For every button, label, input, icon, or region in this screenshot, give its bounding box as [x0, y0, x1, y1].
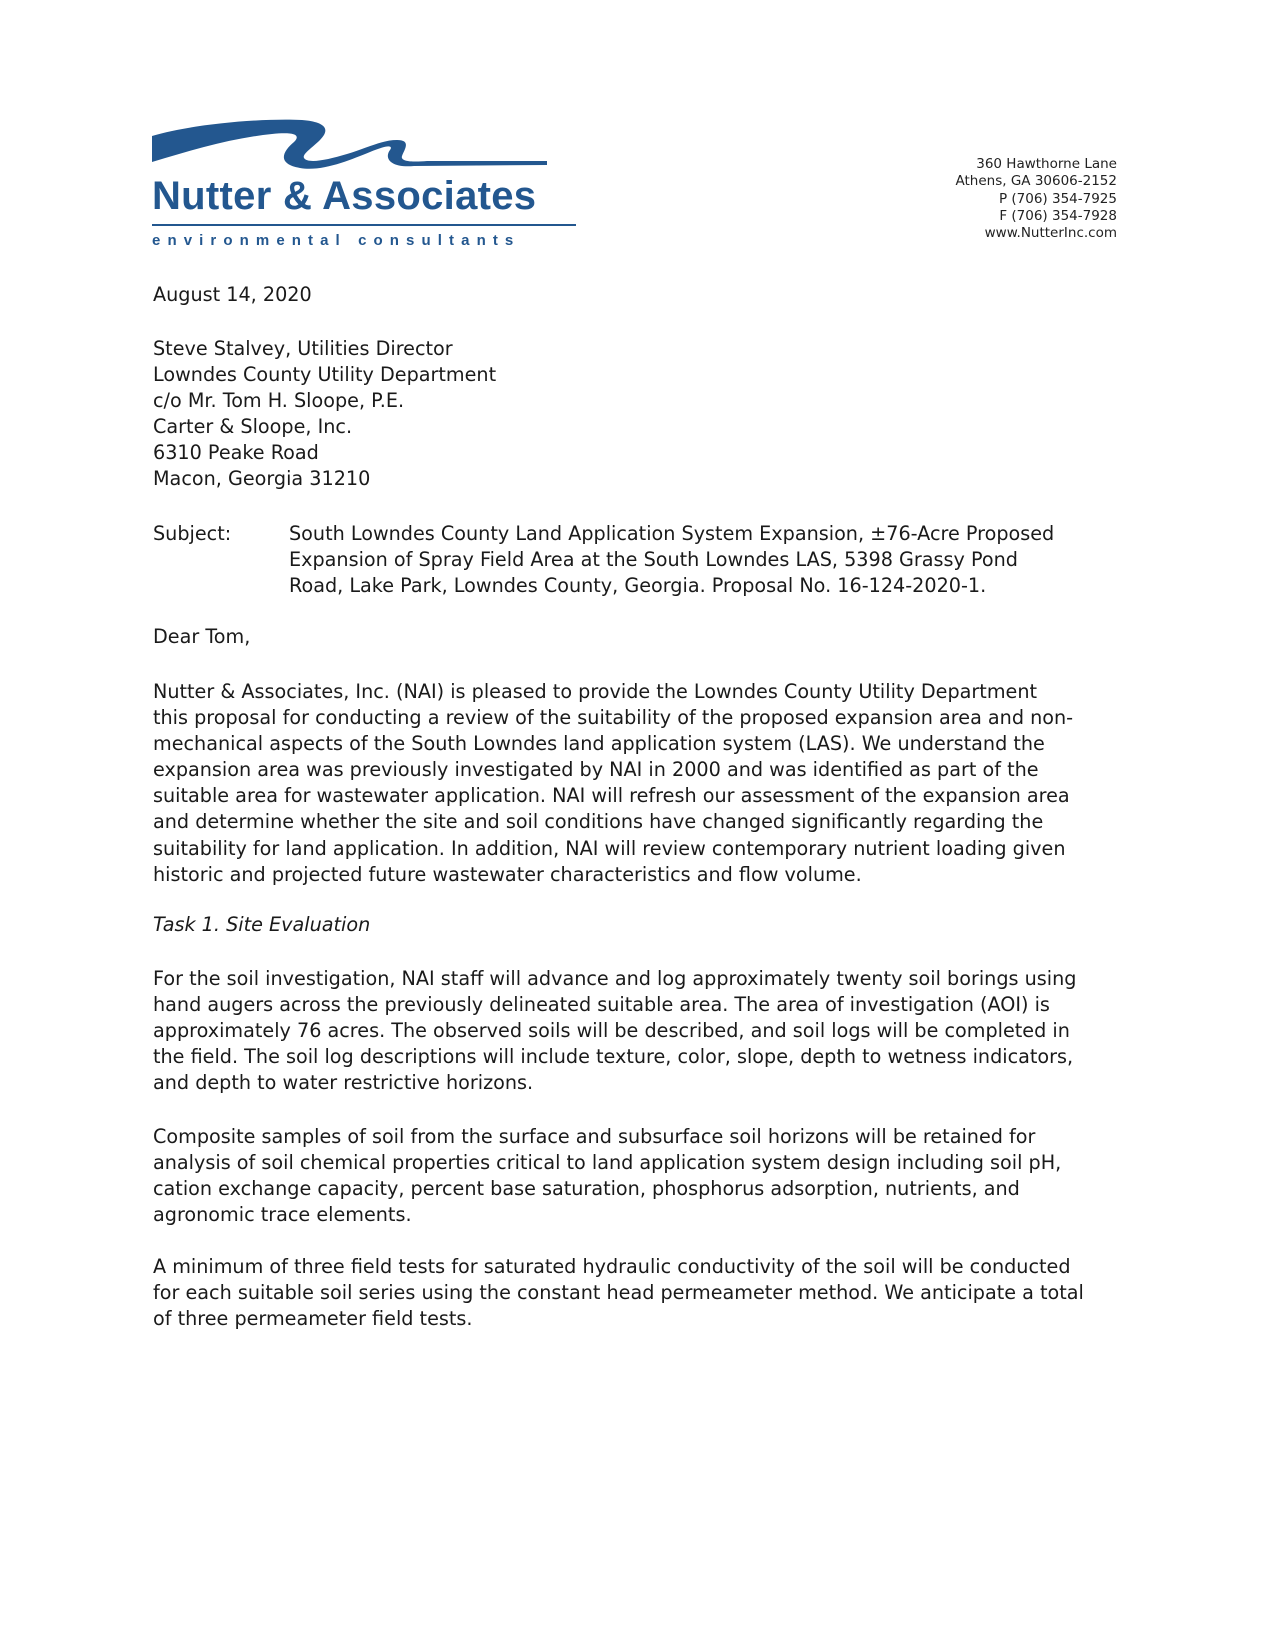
- subject-text: [289, 521, 1054, 599]
- paragraph-line: suitable area for wastewater application. NAI will refresh our assessment of the expansion area: [153, 784, 1070, 808]
- recipient-line: Carter & Sloope, Inc.: [153, 415, 353, 439]
- paragraph-line: approximately 76 acres. The observed soils will be described, and soil logs will be completed in: [153, 1019, 1070, 1043]
- company-logo: [152, 116, 582, 256]
- task-1-heading: Task 1. Site Evaluation: [153, 913, 371, 936]
- paragraph-line: and determine whether the site and soil conditions have changed significantly regarding the: [153, 810, 1044, 834]
- company-address: [956, 156, 1118, 242]
- address-fax: F (706) 354-7928: [999, 207, 1117, 224]
- subject-line: Road, Lake Park, Lowndes County, Georgia. Proposal No. 16-124-2020-1.: [289, 574, 987, 598]
- recipient-line: Lowndes County Utility Department: [153, 363, 497, 387]
- wave-logo-icon: [152, 116, 582, 176]
- paragraph-line: of three permeameter field tests.: [153, 1307, 473, 1331]
- paragraph-line: for each suitable soil series using the constant head permeameter method. We anticipate a total: [153, 1281, 1084, 1305]
- salutation: Dear Tom,: [153, 625, 251, 648]
- recipient-line: 6310 Peake Road: [153, 441, 319, 465]
- address-street: 360 Hawthorne Lane: [976, 156, 1117, 172]
- soil-investigation-paragraph: [153, 966, 1076, 1096]
- paragraph-line: Nutter & Associates, Inc. (NAI) is pleased to provide the Lowndes County Utility Department: [153, 680, 1038, 703]
- subject-line: Expansion of Spray Field Area at the South Lowndes LAS, 5398 Grassy Pond: [289, 548, 1018, 572]
- paragraph-line: agronomic trace elements.: [153, 1203, 412, 1227]
- paragraph-line: A minimum of three field tests for saturated hydraulic conductivity of the soil will be conducted: [153, 1255, 1071, 1278]
- company-name: Nutter & Associates: [152, 174, 537, 218]
- logo-divider: [152, 224, 576, 226]
- address-website: www.NutterInc.com: [984, 225, 1117, 242]
- recipient-line: Macon, Georgia 31210: [153, 467, 371, 491]
- recipient-line: c/o Mr. Tom H. Sloope, P.E.: [153, 389, 405, 413]
- paragraph-line: expansion area was previously investigated by NAI in 2000 and was identified as part of the: [153, 758, 1039, 782]
- field-tests-paragraph: [153, 1254, 1084, 1332]
- subject-label: Subject:: [153, 522, 232, 545]
- subject-line: South Lowndes County Land Application System Expansion, ±76-Acre Proposed: [289, 522, 1055, 545]
- letter-date: August 14, 2020: [153, 283, 312, 306]
- paragraph-line: analysis of soil chemical properties critical to land application system design including soil pH,: [153, 1151, 1062, 1175]
- recipient-block: [153, 336, 496, 493]
- company-tagline: environmental consultants: [152, 232, 521, 249]
- paragraph-line: the field. The soil log descriptions will include texture, color, slope, depth to wetness indicators,: [153, 1045, 1074, 1069]
- intro-paragraph: [153, 679, 1073, 888]
- paragraph-line: and depth to water restrictive horizons.: [153, 1071, 534, 1095]
- paragraph-line: hand augers across the previously delineated suitable area. The area of investigation (AOI) is: [153, 993, 1050, 1017]
- paragraph-line: cation exchange capacity, percent base saturation, phosphorus adsorption, nutrients, and: [153, 1177, 1020, 1201]
- paragraph-line: historic and projected future wastewater characteristics and flow volume.: [153, 862, 862, 886]
- address-city: Athens, GA 30606-2152: [955, 173, 1117, 190]
- paragraph-line: mechanical aspects of the South Lowndes land application system (LAS). We understand the: [153, 732, 1045, 756]
- paragraph-line: this proposal for conducting a review of the suitability of the proposed expansion area and non-: [153, 706, 1074, 730]
- paragraph-line: Composite samples of soil from the surface and subsurface soil horizons will be retained for: [153, 1125, 1036, 1148]
- recipient-line: Steve Stalvey, Utilities Director: [153, 337, 453, 360]
- composite-samples-paragraph: [153, 1124, 1061, 1228]
- paragraph-line: suitability for land application. In addition, NAI will review contemporary nutrient loading given: [153, 836, 1066, 860]
- address-phone: P (706) 354-7925: [998, 190, 1117, 207]
- paragraph-line: For the soil investigation, NAI staff will advance and log approximately twenty soil borings using: [153, 967, 1077, 990]
